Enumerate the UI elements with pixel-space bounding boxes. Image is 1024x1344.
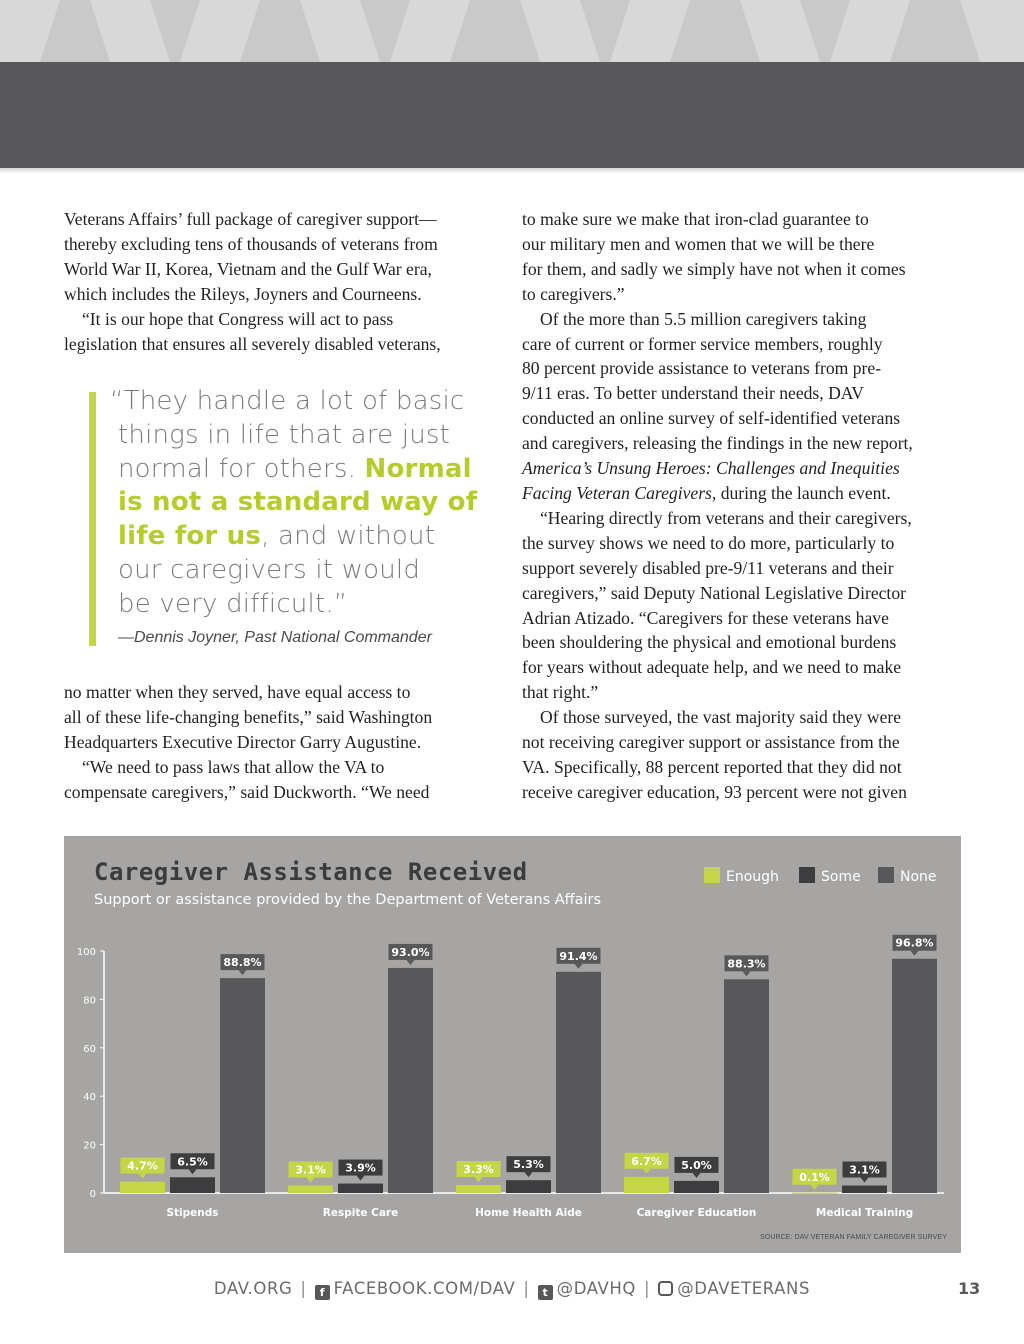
bar [892,959,937,1193]
pull-quote-text [110,385,478,622]
data-label-pointer [357,1176,365,1181]
footer-instagram-link[interactable]: @DAVETERANS [677,1279,811,1298]
text-line: all of these life-changing benefits,” said Washington [64,706,433,727]
bar-chart [64,836,961,1253]
text-line: care of current or former service members, roughly [522,333,883,354]
bar [338,1184,383,1193]
text-line: World War II, Korea, Vietnam and the Gulf War era, [64,258,432,279]
data-label-pointer [525,1172,533,1177]
text-line: “It is our hope that Congress will act to pass [82,308,394,329]
bar [724,979,769,1193]
report-title: Facing Veteran Caregivers, [522,482,717,503]
data-label: 4.7% [127,1159,158,1173]
facebook-icon: f [315,1285,330,1300]
text-line: “We need to pass laws that allow the VA to [82,756,385,777]
category-label: Respite Care [322,1207,399,1219]
text-line: not receiving caregiver support or assistance from the [522,732,900,753]
bar [624,1177,669,1193]
y-tick-label: 100 [76,947,96,958]
data-label: 5.3% [513,1158,544,1172]
quote-line: “They handle a lot of basic [110,386,465,416]
data-label-pointer [239,970,247,975]
data-label: 5.0% [681,1158,712,1172]
quote-line [118,453,477,487]
data-label: 93.0% [391,945,430,959]
data-label-pointer [693,1173,701,1178]
data-label: 6.5% [177,1155,208,1169]
text-line: 9/11 eras. To better understand their needs, DAV [522,383,864,404]
quote-line [118,520,477,554]
y-tick-label: 20 [83,1140,96,1152]
column-1-bottom [64,680,484,805]
data-label-pointer [139,1174,147,1179]
data-label: 3.1% [295,1163,326,1177]
report-title: America’s Unsung Heroes: Challenges and Inequities [522,458,900,479]
twitter-icon: t [538,1285,553,1300]
footer-facebook-link[interactable]: FACEBOOK.COM/DAV [333,1279,516,1298]
bar [170,1177,215,1193]
data-label-pointer [743,971,751,976]
footer-divider: | [300,1279,307,1298]
legend-label: Some [821,869,861,885]
quote-line: things in life that are just [118,419,451,450]
data-label-pointer [475,1177,483,1182]
bar [388,968,433,1193]
bar [288,1185,333,1193]
legend-label: Enough [726,869,779,885]
text-line: Adrian Atizado. “Caregivers for these veterans have [522,607,889,628]
quote-fragment: , and without [261,521,436,552]
bar [120,1182,165,1193]
quote-attribution: —Dennis Joyner, Past National Commander [118,629,432,646]
quote-highlight: is not a standard way of [118,487,478,518]
bar [220,978,265,1193]
pull-quote [89,386,479,646]
text-line: the survey shows we need to do more, particularly to [522,532,895,553]
category-label: Stipends [166,1207,219,1219]
text-line: been shouldering the physical and emotional burdens [522,632,897,653]
footer-divider: | [644,1279,651,1298]
text-line: compensate caregivers,” said Duckworth. “We need [64,781,430,802]
footer-divider: | [523,1279,530,1298]
text-line: no matter when they served, have equal access to [64,682,411,702]
text-fragment: during the launch event. [716,482,891,503]
text-line: that right.” [522,682,599,703]
text-line: 80 percent provide assistance to veterans from pre- [522,358,882,379]
bar [792,1193,837,1194]
data-label-pointer [911,951,919,956]
data-label-pointer [861,1177,869,1182]
quote-highlight: Normal [364,453,472,484]
text-line: support severely disabled pre-9/11 veterans and their [522,557,894,578]
footer-twitter-link[interactable]: @DAVHQ [556,1279,637,1298]
y-tick-label: 60 [83,1043,96,1055]
footer-site-link[interactable]: DAV.ORG [213,1279,293,1298]
text-line: our military men and women that we will be there [522,233,875,254]
text-line: to caregivers.” [522,283,625,304]
pattern-graphic [0,0,1024,62]
data-label-pointer [811,1185,819,1190]
text-line: receive caregiver education, 93 percent were not given [522,781,907,802]
data-label: 88.8% [223,956,262,970]
legend-label: None [900,869,937,885]
text-line: for them, and sadly we simply have not when it comes [522,258,906,279]
data-label-pointer [189,1169,197,1174]
text-line: “Hearing directly from veterans and their caregivers, [540,507,912,528]
instagram-icon [658,1281,673,1296]
data-label-pointer [407,960,415,965]
data-label: 91.4% [559,949,598,963]
data-label: 6.7% [631,1154,662,1168]
category-label: Caregiver Education [636,1207,757,1219]
data-label-pointer [575,964,583,969]
text-line: caregivers,” said Deputy National Legislative Director [522,582,906,603]
header-band [0,62,1024,168]
text-line: which includes the Rileys, Joyners and Courneens. [64,283,422,304]
data-label-pointer [643,1169,651,1174]
page-number: 13 [958,1279,981,1298]
text-line: legislation that ensures all severely disabled veterans, [64,333,441,354]
column-2 [522,207,962,805]
text-line: conducted an online survey of self-identified veterans [522,408,901,429]
bar [556,972,601,1193]
chart-panel [64,836,961,1253]
data-label: 3.3% [463,1163,494,1177]
header-shadow [0,168,1024,174]
text-line: to make sure we make that iron-clad guarantee to [522,209,869,229]
data-label: 3.9% [345,1161,376,1175]
text-line [522,456,962,481]
text-line: Veterans Affairs’ full package of caregiver support— [64,209,437,229]
data-label: 0.1% [799,1170,830,1184]
data-label: 88.3% [727,957,766,971]
bar [842,1185,887,1193]
chart-subtitle: Support or assistance provided by the Department of Veterans Affairs [94,892,602,908]
text-line [522,481,962,506]
data-label: 3.1% [849,1163,880,1177]
category-label: Home Health Aide [475,1207,582,1219]
header-pattern [0,0,1024,62]
y-tick-label: 80 [83,995,96,1007]
category-label: Medical Training [815,1207,914,1219]
text-line: VA. Specifically, 88 percent reported that they did not [522,756,902,777]
chart-title: Caregiver Assistance Received [94,858,528,886]
data-label: 96.8% [895,936,934,950]
bar [674,1181,719,1193]
quote-highlight: life for us [118,521,262,552]
footer [0,1279,1024,1300]
quote-line: be very difficult.” [118,588,348,619]
chart-source: SOURCE: DAV VETERAN FAMILY CAREGIVER SURVEY [760,1234,947,1241]
text-line: Headquarters Executive Director Garry Augustine. [64,731,422,752]
text-line: thereby excluding tens of thousands of veterans from [64,233,438,254]
y-tick-label: 0 [89,1189,96,1200]
text-line: and caregivers, releasing the findings in the new report, [522,433,913,454]
data-label-pointer [307,1177,315,1182]
text-line: for years without adequate help, and we need to make [522,657,902,678]
text-line: Of the more than 5.5 million caregivers taking [540,308,867,329]
bar [456,1185,501,1193]
text-line: Of those surveyed, the vast majority said they were [540,707,902,728]
bar [506,1180,551,1193]
column-1-top [64,207,484,356]
quote-fragment: normal for others. [118,453,365,484]
y-tick-label: 40 [83,1092,96,1104]
quote-line: our caregivers it would [118,554,421,585]
